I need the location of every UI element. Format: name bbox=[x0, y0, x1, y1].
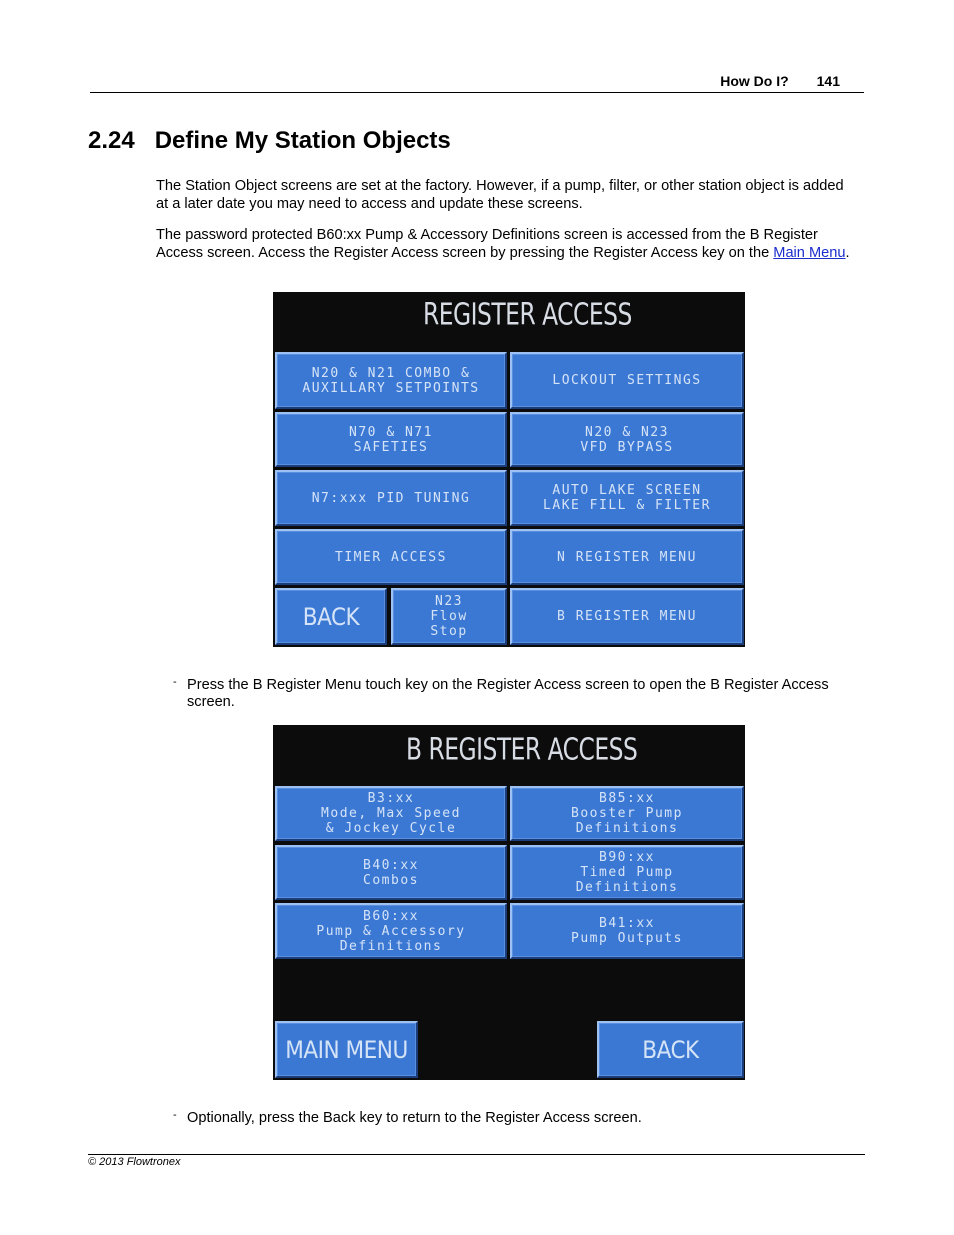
b41-key[interactable] bbox=[510, 903, 744, 959]
key-label-line: N REGISTER MENU bbox=[557, 549, 697, 565]
key-label-line: B REGISTER MENU bbox=[557, 609, 697, 624]
key-label-line: TIMER ACCESS bbox=[335, 549, 447, 565]
pid-tuning-key[interactable] bbox=[275, 470, 507, 526]
key-label-line: Definitions bbox=[575, 880, 679, 895]
bullet-marker: - bbox=[173, 1109, 177, 1121]
key-label-line: N7:xxx PID TUNING bbox=[311, 490, 471, 506]
register-access-screenshot bbox=[273, 292, 745, 647]
key-label-line: SAFETIES bbox=[353, 439, 429, 455]
access-paragraph-end: . bbox=[845, 245, 850, 261]
intro-paragraph: The Station Object screens are set at the factory. However, if a pump, filter, or other station object is added at a later date you may need to access and update these screens. bbox=[156, 178, 844, 212]
key-label-line: LAKE FILL & FILTER bbox=[543, 498, 711, 513]
n23-flow-stop-key[interactable] bbox=[391, 588, 507, 645]
key-label-line: Combos bbox=[363, 872, 419, 888]
n-register-menu-key[interactable] bbox=[510, 529, 744, 585]
key-label-line: & Jockey Cycle bbox=[325, 821, 457, 836]
vfd-bypass-key[interactable] bbox=[510, 412, 744, 467]
bullet-marker: - bbox=[173, 676, 177, 688]
key-label-line: Flow bbox=[430, 609, 468, 624]
access-paragraph bbox=[156, 226, 856, 262]
lockout-settings-key[interactable] bbox=[510, 352, 744, 409]
register-access-title: REGISTER ACCESS bbox=[423, 298, 632, 333]
list-item-text: Press the B Register Menu touch key on the Register Access screen to open the B Register Access screen. bbox=[187, 677, 829, 710]
key-label-line: Pump & Accessory bbox=[316, 923, 466, 939]
key-label-line: N20 & N23 bbox=[585, 424, 669, 440]
b60-key[interactable] bbox=[275, 903, 507, 959]
key-label-line: VFD BYPASS bbox=[580, 439, 674, 455]
key-label-line: B41:xx bbox=[599, 916, 655, 931]
key-label-line: Definitions bbox=[575, 821, 679, 836]
header-section: How Do I? bbox=[720, 73, 789, 89]
back-key[interactable]: BACK bbox=[275, 588, 387, 645]
main-menu-link[interactable]: Main Menu bbox=[773, 245, 846, 261]
key-label-line: Timed Pump bbox=[580, 865, 674, 880]
key-label-line: Definitions bbox=[339, 938, 443, 954]
b90-key[interactable] bbox=[510, 845, 744, 900]
b40-key[interactable] bbox=[275, 845, 507, 900]
key-label-line: AUXILLARY SETPOINTS bbox=[302, 380, 480, 396]
key-label-line: B85:xx bbox=[599, 791, 655, 806]
key-label-line: Mode, Max Speed bbox=[321, 806, 461, 821]
key-label-line: B3:xx bbox=[367, 791, 415, 806]
auto-lake-screen-key[interactable] bbox=[510, 470, 744, 526]
key-label-line: LOCKOUT SETTINGS bbox=[552, 373, 702, 388]
list-item bbox=[173, 1110, 853, 1127]
key-label-line: N20 & N21 COMBO & bbox=[311, 365, 471, 381]
b85-key[interactable] bbox=[510, 786, 744, 841]
b-register-access-title: B REGISTER ACCESS bbox=[406, 733, 638, 768]
page-number: 141 bbox=[816, 73, 840, 89]
key-label-line: N70 & N71 bbox=[349, 424, 433, 440]
section-number: 2.24 bbox=[88, 127, 135, 154]
section-title-text: Define My Station Objects bbox=[154, 127, 451, 154]
b3-key[interactable] bbox=[275, 786, 507, 841]
key-label-line: N23 bbox=[435, 594, 463, 609]
back-key[interactable]: BACK bbox=[597, 1021, 744, 1078]
b-register-access-screenshot bbox=[273, 725, 745, 1080]
key-label-line: Booster Pump bbox=[571, 806, 683, 821]
page-footer: © 2013 Flowtronex bbox=[88, 1154, 865, 1168]
b-register-menu-key[interactable] bbox=[510, 588, 744, 645]
access-paragraph-text: The password protected B60:xx Pump & Accessory Definitions screen is accessed from the B Register Access screen. Access the Register Access screen by pressing the Register Access key on the bbox=[156, 227, 818, 261]
n20-n21-combo-key[interactable] bbox=[275, 352, 507, 409]
key-label-line: Pump Outputs bbox=[571, 931, 683, 946]
key-label-line: Stop bbox=[430, 624, 468, 639]
main-menu-key[interactable]: MAIN MENU bbox=[275, 1021, 418, 1078]
list-item bbox=[173, 677, 853, 711]
key-label-line: B90:xx bbox=[599, 850, 655, 865]
key-label-line: B60:xx bbox=[363, 908, 419, 924]
section-title bbox=[88, 127, 451, 155]
n70-n71-safeties-key[interactable] bbox=[275, 412, 507, 467]
key-label-line: B40:xx bbox=[363, 857, 419, 873]
page-header bbox=[90, 73, 864, 93]
key-label-line: AUTO LAKE SCREEN bbox=[552, 483, 702, 498]
timer-access-key[interactable] bbox=[275, 529, 507, 585]
list-item-text: Optionally, press the Back key to return to the Register Access screen. bbox=[187, 1110, 642, 1126]
